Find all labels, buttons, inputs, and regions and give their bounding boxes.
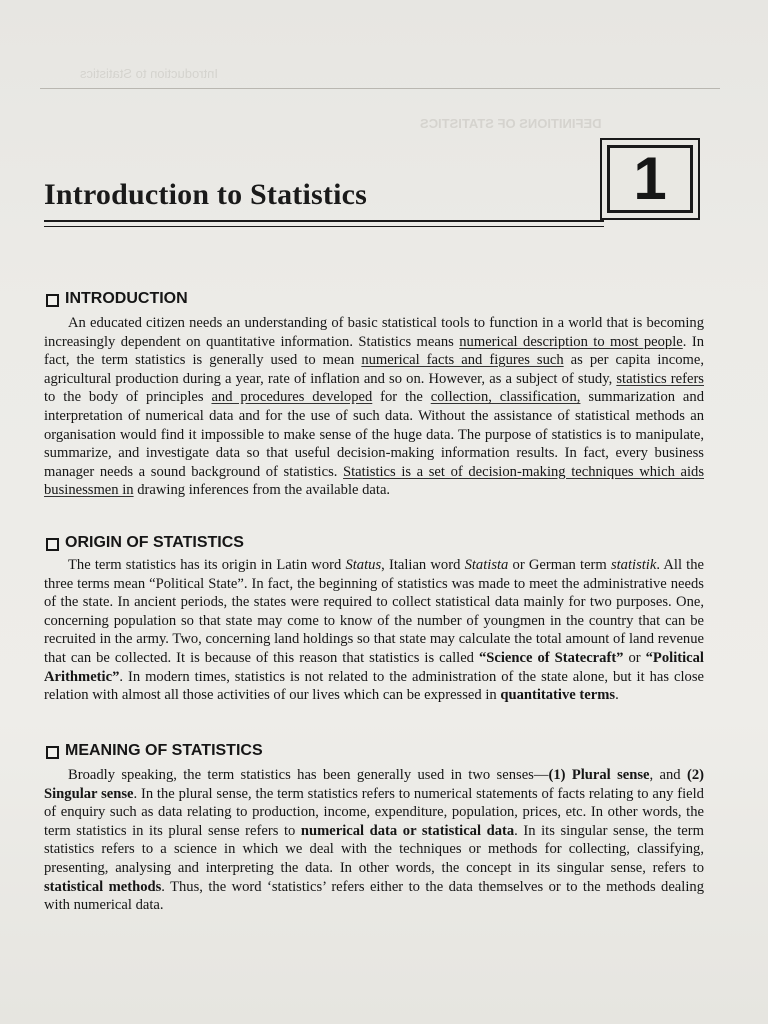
text-run: collection, classification, xyxy=(430,389,581,406)
text-run: The term statistics has its origin in Latin word xyxy=(68,557,346,573)
section-body-origin xyxy=(44,556,704,705)
title-rule-thick xyxy=(44,220,604,222)
text-run: Broadly speaking, the term statistics has been generally used in two senses— xyxy=(68,767,549,783)
square-bullet-icon xyxy=(46,746,59,759)
text-run: . In modern times, statistics is not related to the administration of the state alone, but it has close relation with almost all those activities of our lives which can be expressed in xyxy=(44,668,704,704)
text-run: (2) Singular sense xyxy=(44,767,704,802)
text-run: numerical data or statistical data xyxy=(300,822,515,839)
paragraph xyxy=(44,766,704,915)
paragraph xyxy=(44,556,704,705)
paragraph xyxy=(44,314,704,500)
section-heading-text: ORIGIN OF STATISTICS xyxy=(65,534,244,551)
text-run: drawing inferences from the available data. xyxy=(133,482,391,499)
text-run: or German term xyxy=(508,557,611,573)
text-run: statistik xyxy=(610,557,657,573)
section-heading-text: MEANING OF STATISTICS xyxy=(65,742,263,759)
text-run: statistical methods xyxy=(44,878,162,895)
text-run: for the xyxy=(372,389,431,406)
text-run: , and xyxy=(649,767,687,783)
text-run: statistics refers xyxy=(616,370,704,387)
text-run: numerical description to most people xyxy=(459,333,683,350)
title-rule-thin xyxy=(44,226,604,227)
section-heading-text: INTRODUCTION xyxy=(65,290,188,307)
running-head-showthrough xyxy=(40,66,720,86)
text-run: . xyxy=(615,687,619,704)
chapter-number: 1 xyxy=(633,145,667,212)
text-run: . In the plural sense, the term statistics refers to numerical statements of facts relating to any field of enquiry such as data relating to production, income, expenditure, population, prices, etc. In other words, the term statistics in its plural sense refers to xyxy=(44,785,704,839)
text-run: , Italian word xyxy=(381,557,465,573)
section-body-introduction xyxy=(44,314,704,500)
running-head-rule xyxy=(40,88,720,89)
chapter-title: Introduction to Statistics xyxy=(44,178,367,211)
text-run: quantitative terms xyxy=(500,687,616,704)
text-run: . All the three terms mean “Political State”. In fact, the beginning of statistics was made to meet the administrative needs of the state. In ancient periods, the states were required to collect statistical data mainly for two purposes. One, concerning population so that state may come to know of the number of youngmen in the country that can be recruited in the army. Two, concerning land holdings so that state may calculate the total amount of land revenue that can be collected. It is because of this reason that statistics is called xyxy=(44,557,704,666)
text-run: and procedures developed xyxy=(211,389,373,406)
text-run: Statista xyxy=(464,557,509,573)
text-run: “Science of Statecraft” xyxy=(478,649,624,666)
text-run: . Thus, the word ‘statistics’ refers either to the data themselves or to the methods dealing with numerical data. xyxy=(44,878,704,914)
text-run: to the body of principles xyxy=(44,389,212,406)
text-run: Statistics is a set of decision-making techniques which aids businessmen in xyxy=(44,463,704,499)
section-heading-meaning xyxy=(46,742,263,760)
text-run: An educated citizen needs an understanding of basic statistical tools to function in a world that is becoming increasingly dependent on quantitative information. Statistics means xyxy=(44,315,704,350)
section-heading-origin xyxy=(46,534,244,552)
text-run: . In its singular sense, the term statistics refers to a science in which we deal with the techniques or methods for collecting, classifying, presenting, analysing and interpreting the data. In other words, the concept in its singular sense, refers to xyxy=(44,822,704,876)
text-run: “Political Arithmetic” xyxy=(44,649,704,685)
section-body-meaning xyxy=(44,766,704,915)
text-run: numerical facts and figures such xyxy=(361,352,564,369)
ghost-running-head: Introduction to Statistics xyxy=(80,66,219,81)
text-run: as per capita income, agricultural production during a year, rate of inflation and so on. However, as a subject of study, xyxy=(44,352,704,387)
text-run: (1) Plural sense xyxy=(548,767,650,783)
square-bullet-icon xyxy=(46,294,59,307)
section-heading-introduction xyxy=(46,290,188,308)
square-bullet-icon xyxy=(46,538,59,551)
text-run: or xyxy=(623,649,646,666)
ghost-heading: DEFINITIONS OF STATISTICS xyxy=(420,116,602,131)
text-run: summarization and interpretation of numerical data and for the use of such data. Without the assistance of statistical methods an organisation would find it impossible to make sense of the huge data. The purpose of statistics is to manipulate, summarize, and investigate data so that useful decision-making information results. In fact, every business manager needs a sound background of statistics. xyxy=(44,389,704,480)
chapter-number-box xyxy=(600,138,700,220)
text-run: . In fact, the term statistics is generally used to mean xyxy=(44,333,704,369)
text-run: Status xyxy=(345,557,382,573)
